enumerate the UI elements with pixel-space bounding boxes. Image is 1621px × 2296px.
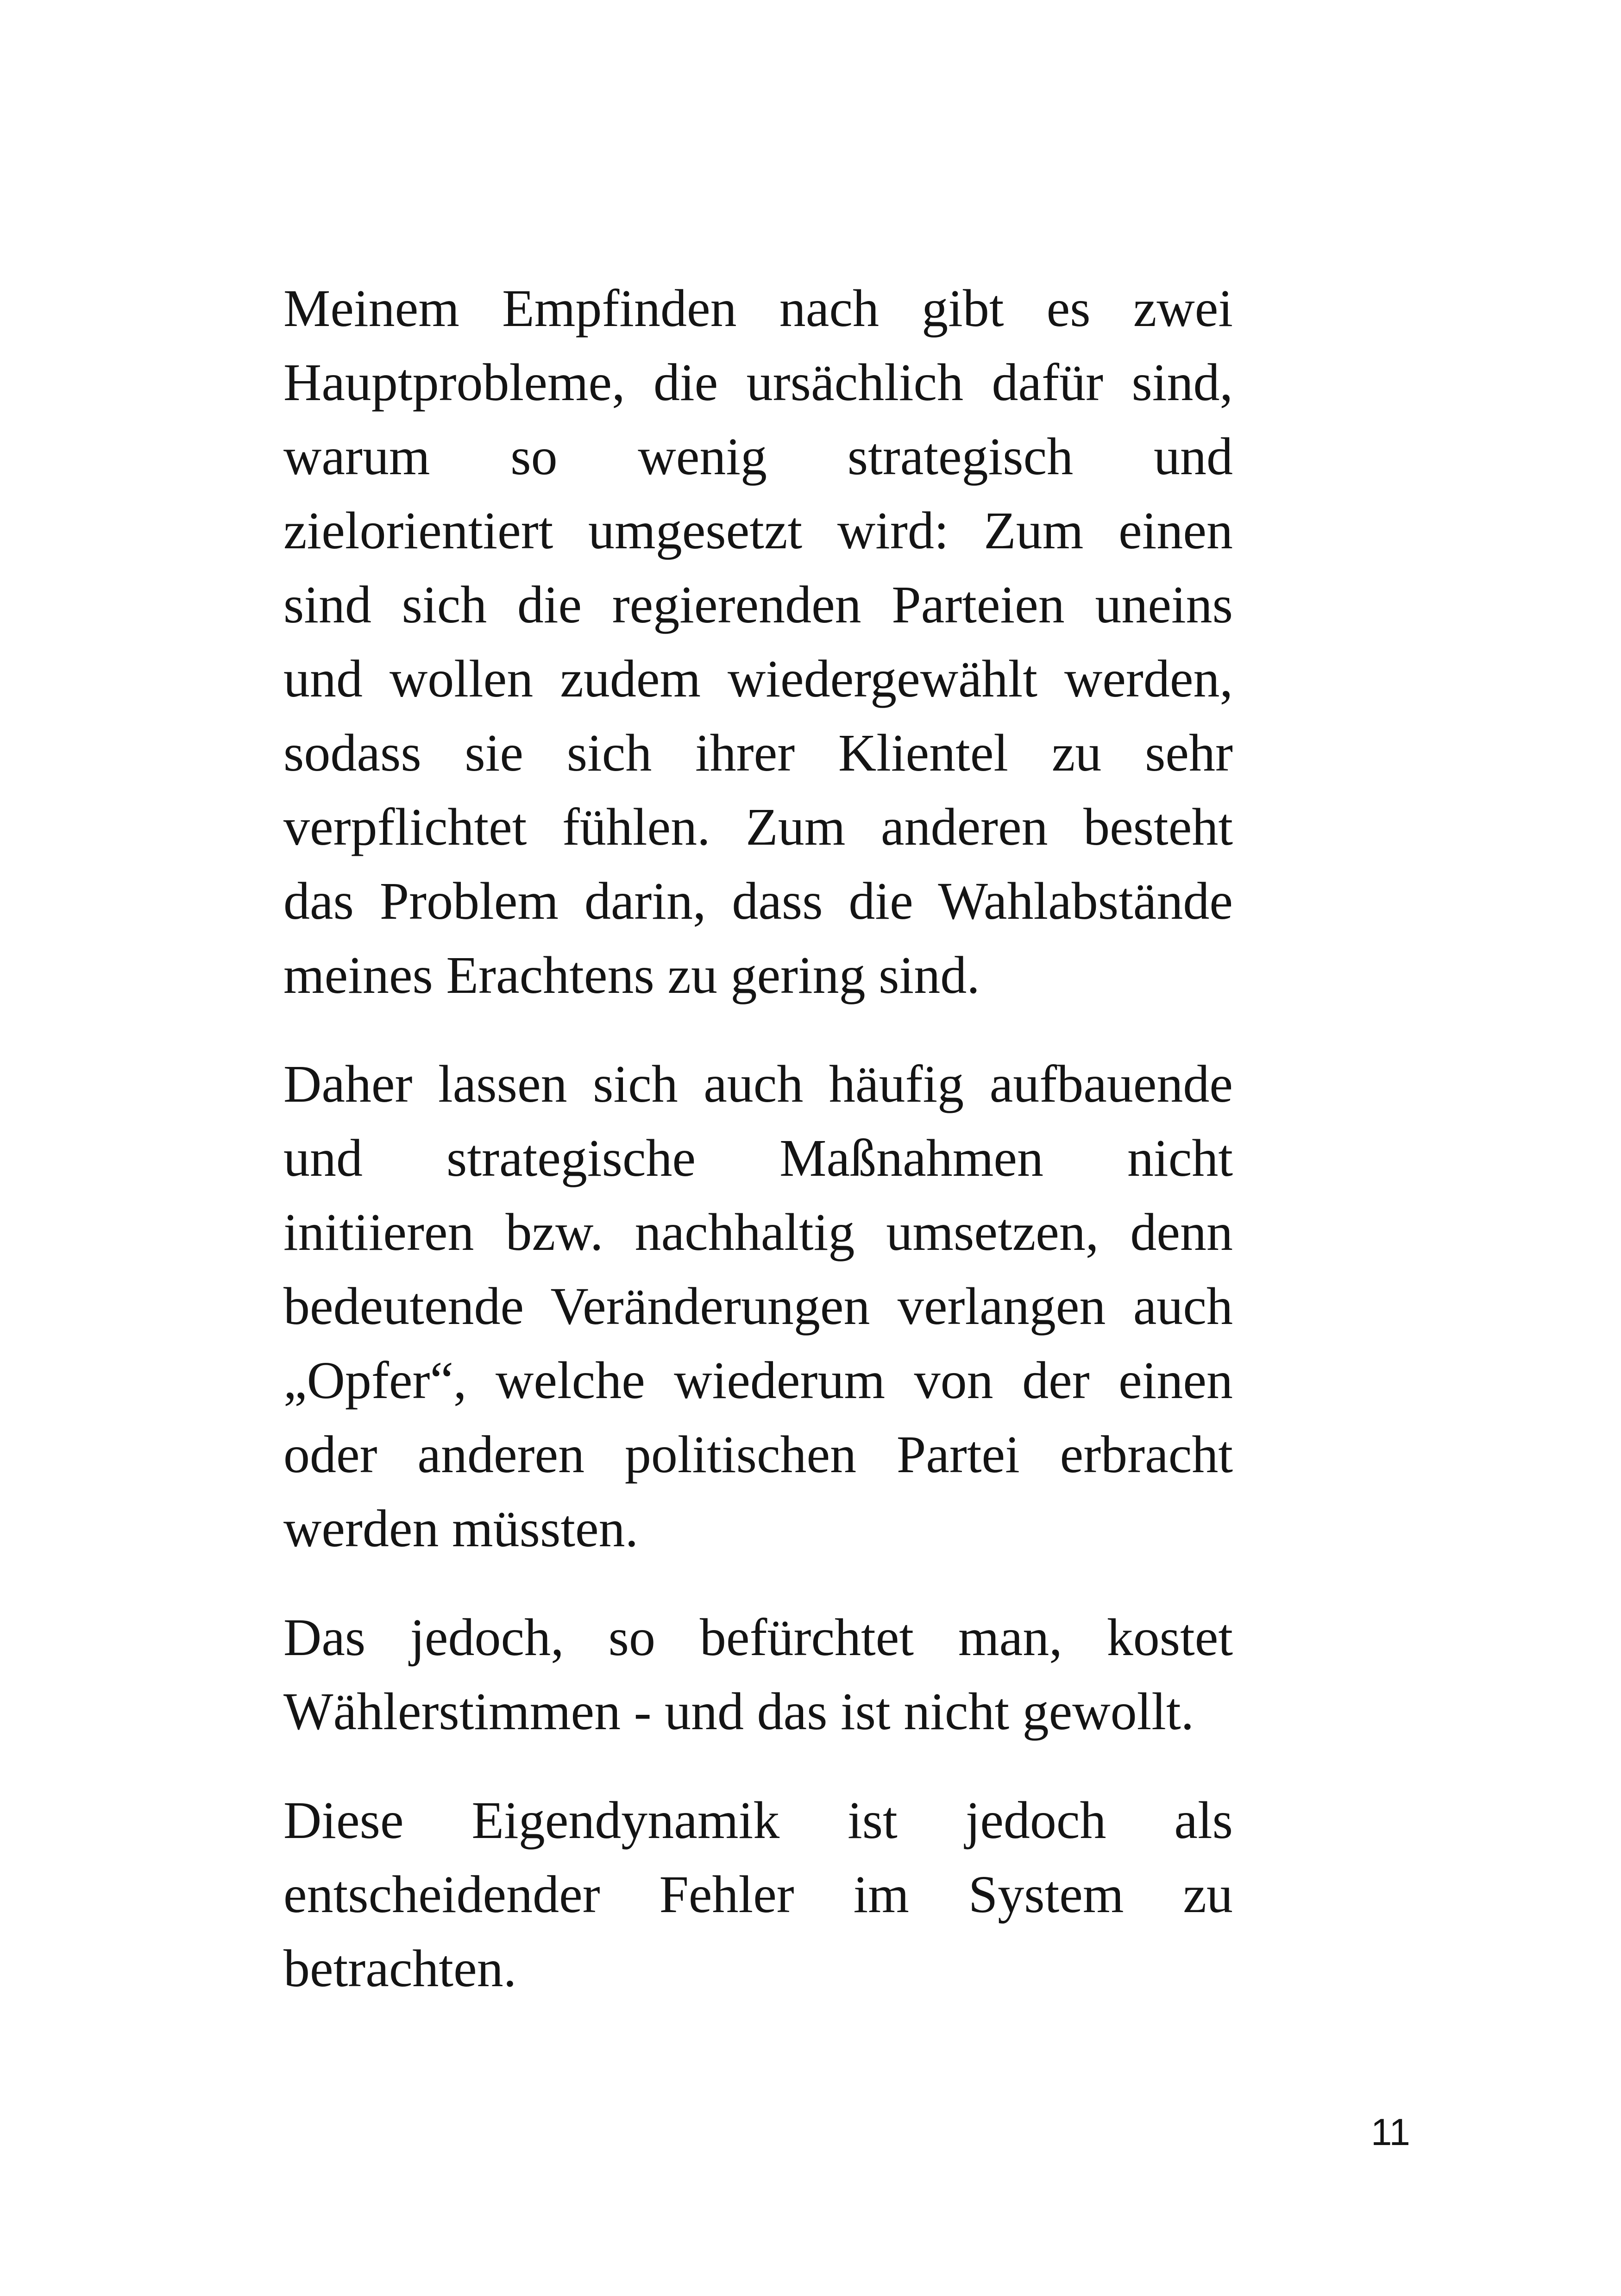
text-line: Daher lassen sich auch häufig aufbauende — [283, 1054, 1233, 1113]
text-line: sodass sie sich ihrer Klientel zu sehr — [283, 723, 1233, 782]
text-line: und strategische Maßnahmen nicht — [283, 1129, 1233, 1187]
text-line: Wählerstimmen - und das ist nicht gewollt. — [283, 1682, 1194, 1741]
text-line: meines Erachtens zu gering sind. — [283, 946, 980, 1004]
text-line: und wollen zudem wiedergewählt werden, — [283, 649, 1233, 708]
paragraph-spacer — [283, 1566, 1233, 1600]
text-line: verpflichtet fühlen. Zum anderen besteht — [283, 797, 1233, 856]
paragraph-spacer — [283, 1012, 1233, 1047]
text-line: entscheidender Fehler im System zu — [283, 1865, 1233, 1924]
paragraph-2 — [283, 1047, 1233, 1566]
body-text — [283, 271, 1233, 2006]
text-line: Das jedoch, so befürchtet man, kostet — [283, 1608, 1233, 1667]
text-line: oder anderen politischen Partei erbracht — [283, 1425, 1233, 1484]
text-line: „Opfer“, welche wiederum von der einen — [283, 1351, 1233, 1410]
text-line: Hauptprobleme, die ursächlich dafür sind, — [283, 353, 1233, 412]
paragraph-spacer — [283, 1749, 1233, 1783]
text-line: initiieren bzw. nachhaltig umsetzen, denn — [283, 1203, 1233, 1261]
text-line: werden müssten. — [283, 1499, 639, 1558]
paragraph-4 — [283, 1783, 1233, 2006]
text-line: Meinem Empfinden nach gibt es zwei — [283, 279, 1233, 338]
text-line: Diese Eigendynamik ist jedoch als — [283, 1791, 1233, 1850]
text-line: bedeutende Veränderungen verlangen auch — [283, 1277, 1233, 1336]
page-number: 11 — [1370, 2111, 1410, 2153]
text-line: zielorientiert umgesetzt wird: Zum einen — [283, 501, 1233, 560]
text-line: sind sich die regierenden Parteien uneins — [283, 575, 1233, 634]
text-line: warum so wenig strategisch und — [283, 427, 1233, 486]
text-line: betrachten. — [283, 1939, 517, 1998]
text-line: das Problem darin, dass die Wahlabstände — [283, 872, 1233, 930]
paragraph-1 — [283, 271, 1233, 1012]
paragraph-3 — [283, 1600, 1233, 1749]
